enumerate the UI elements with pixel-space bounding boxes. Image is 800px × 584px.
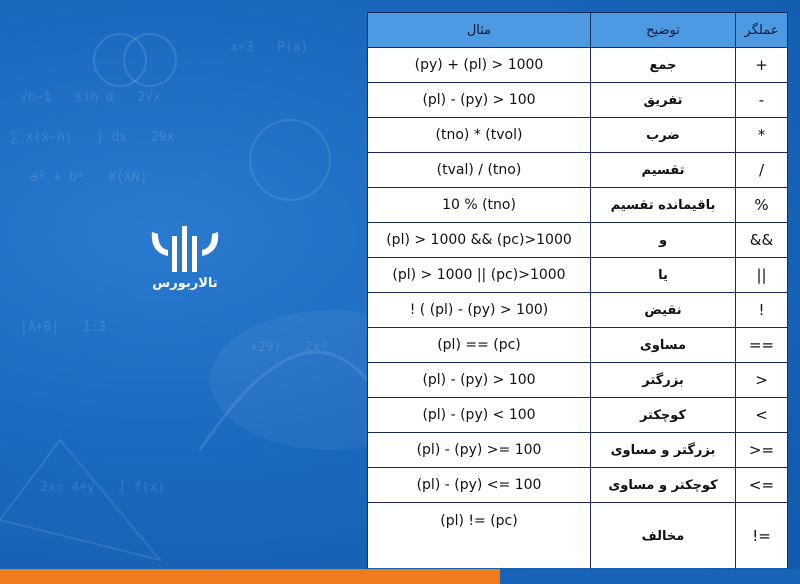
header-operator: عملگر bbox=[736, 13, 788, 48]
operator-cell: || bbox=[736, 258, 788, 293]
operator-cell: <= bbox=[736, 468, 788, 503]
example-cell: (tno) * (tvol) bbox=[368, 118, 591, 153]
math-doodle: x=3 P(a) bbox=[230, 40, 309, 55]
example-cell: 10 % (tno) bbox=[368, 188, 591, 223]
example-cell: ! ( (pl) - (py) > 100) bbox=[368, 293, 591, 328]
operator-cell: < bbox=[736, 398, 788, 433]
operators-table-panel bbox=[367, 12, 787, 568]
table-row bbox=[368, 398, 788, 433]
description-cell: ضرب bbox=[591, 118, 736, 153]
venn-circle-right bbox=[124, 34, 176, 86]
math-doodle: √n−1 sin α 2√x bbox=[20, 90, 161, 105]
description-cell: یا bbox=[591, 258, 736, 293]
math-doodle: |A+B| 1:3 bbox=[20, 320, 107, 335]
description-cell: مساوی bbox=[591, 328, 736, 363]
table-header-row bbox=[368, 13, 788, 48]
operator-cell: * bbox=[736, 118, 788, 153]
description-cell: جمع bbox=[591, 48, 736, 83]
operator-cell: % bbox=[736, 188, 788, 223]
table-row bbox=[368, 83, 788, 118]
bottom-bar-blue-segment bbox=[500, 569, 800, 584]
operator-cell: > bbox=[736, 363, 788, 398]
description-cell: نقیض bbox=[591, 293, 736, 328]
operator-cell: ! bbox=[736, 293, 788, 328]
triangle bbox=[0, 440, 160, 560]
venn-circle-left bbox=[94, 34, 146, 86]
operator-cell: - bbox=[736, 83, 788, 118]
example-cell: (pl) - (py) <= 100 bbox=[368, 468, 591, 503]
description-cell: کوچکتر bbox=[591, 398, 736, 433]
description-cell: بزرگتر bbox=[591, 363, 736, 398]
description-cell: تقسیم bbox=[591, 153, 736, 188]
operator-cell: >= bbox=[736, 433, 788, 468]
operator-cell: != bbox=[736, 503, 788, 570]
description-cell: کوچکتر و مساوی bbox=[591, 468, 736, 503]
table-row bbox=[368, 328, 788, 363]
header-example: مثال bbox=[368, 13, 591, 48]
example-cell: (tval) / (tno) bbox=[368, 153, 591, 188]
math-doodle: 2x: 4+y ∫ f(x) bbox=[40, 480, 166, 495]
math-doodle: a² + b² X(XN) bbox=[30, 170, 148, 185]
example-cell: (pl) - (py) < 100 bbox=[368, 398, 591, 433]
table-row bbox=[368, 433, 788, 468]
operator-cell: && bbox=[736, 223, 788, 258]
example-cell: (pl) != (pc) bbox=[368, 503, 591, 570]
math-doodle: ∑ x(x−n) ∫ dx 29x bbox=[10, 130, 175, 145]
table-row bbox=[368, 363, 788, 398]
brand-name: تالاربورس bbox=[152, 276, 218, 291]
pie-circle bbox=[250, 120, 330, 200]
example-cell: (py) + (pl) > 1000 bbox=[368, 48, 591, 83]
table-row bbox=[368, 48, 788, 83]
operator-cell: == bbox=[736, 328, 788, 363]
math-doodle: +29) 2x² bbox=[250, 340, 329, 355]
example-cell: (pl) - (py) >= 100 bbox=[368, 433, 591, 468]
description-cell: مخالف bbox=[591, 503, 736, 570]
table-row bbox=[368, 153, 788, 188]
example-cell: (pl) - (py) > 100 bbox=[368, 83, 591, 118]
description-cell: باقیمانده تقسیم bbox=[591, 188, 736, 223]
operator-cell: + bbox=[736, 48, 788, 83]
table-row bbox=[368, 188, 788, 223]
example-cell: (pl) > 1000 && (pc)>1000 bbox=[368, 223, 591, 258]
table-row bbox=[368, 503, 788, 570]
table-row bbox=[368, 293, 788, 328]
example-cell: (pl) - (py) > 100 bbox=[368, 363, 591, 398]
table-row bbox=[368, 223, 788, 258]
table-row bbox=[368, 118, 788, 153]
bottom-accent-bar bbox=[0, 569, 800, 584]
example-cell: (pl) > 1000 || (pc)>1000 bbox=[368, 258, 591, 293]
description-cell: تفریق bbox=[591, 83, 736, 118]
table-row bbox=[368, 468, 788, 503]
example-cell: (pl) == (pc) bbox=[368, 328, 591, 363]
operator-cell: / bbox=[736, 153, 788, 188]
description-cell: و bbox=[591, 223, 736, 258]
description-cell: بزرگتر و مساوی bbox=[591, 433, 736, 468]
operators-table bbox=[367, 12, 788, 570]
table-row bbox=[368, 258, 788, 293]
header-description: توضیح bbox=[591, 13, 736, 48]
